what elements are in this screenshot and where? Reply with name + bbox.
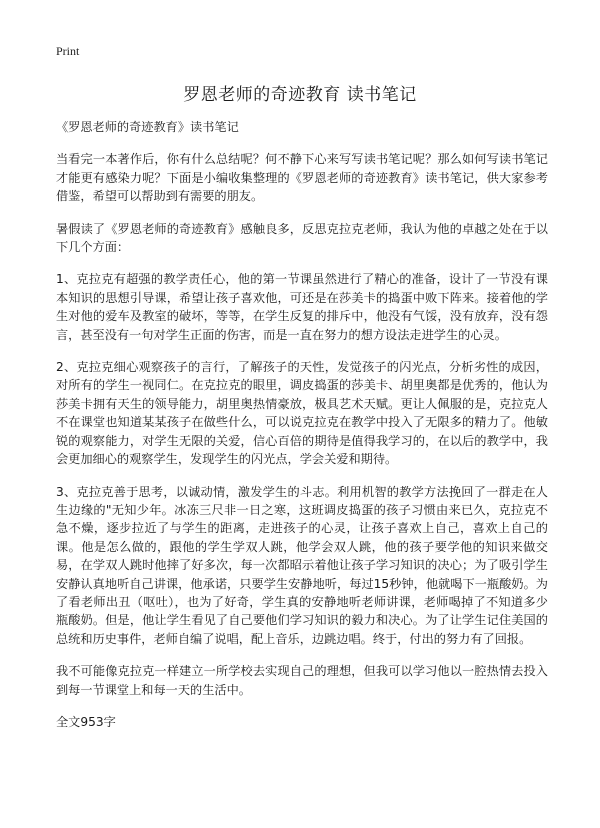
print-link[interactable]: Print [56,44,80,58]
article-body [56,118,548,745]
word-count: 全文953字 [56,714,116,729]
paragraph-overview: 暑假读了《罗恩老师的奇迹教育》感触良多，反思克拉克老师，我认为他的卓越之处在于以下几个方面： [56,221,548,255]
page-title: 罗恩老师的奇迹教育 读书笔记 [183,85,417,105]
paragraph-point-1: 1、克拉克有超强的教学责任心，他的第一节课虽然进行了精心的准备，设计了一节没有课本知识的思想引导课，希望让孩子喜欢他，可还是在莎美卡的捣蛋中败下阵来。接着他的学生对他的爱车及教室的破坏，等等，在学生反复的排斥中，他没有气馁，没有放弃，没有怨言，甚至没有一句对学生正面的伤害，而是一直在努力的想方设法走进学生的心灵。 [56,272,548,342]
paragraph-intro: 当看完一本著作后，你有什么总结呢？何不静下心来写写读书笔记呢？那么如何写读书笔记才能更有感染力呢？下面是小编收集整理的《罗恩老师的奇迹教育》读书笔记，供大家参考借鉴，希望可以帮助到有需要的朋友。 [56,152,548,204]
paragraph-point-2: 2、克拉克细心观察孩子的言行，了解孩子的天性，发觉孩子的闪光点，分析劣性的成因，对所有的学生一视同仁。在克拉克的眼里，调皮捣蛋的莎美卡、胡里奥都是优秀的，他认为莎美卡拥有天生的领导能力，胡里奥热情豪放，极具艺术天赋。更让人佩服的是，克拉克人不在课堂也知道某某孩子在做些什么，可以说克拉克在教学中投入了无限多的精力了。他敏锐的观察能力，对学生无限的关爱，信心百倍的期待是值得我学习的，在以后的教学中，我会更加细心的观察学生，发现学生的闪光点，学会关爱和期待。 [56,360,548,467]
article-subtitle: 《罗恩老师的奇迹教育》读书笔记 [56,120,239,134]
paragraph-conclusion: 我不可能像克拉克一样建立一所学校去实现自己的理想，但我可以学习他以一腔热情去投入到每一节课堂上和每一天的生活中。 [56,664,548,697]
paragraph-point-3: 3、克拉克善于思考，以诚动情，激发学生的斗志。利用机智的教学方法挽回了一群走在人生边缘的"无知少年。冰冻三尺非一日之寒，这班调皮捣蛋的孩子习惯由来已久，克拉克不急不燥，逐步拉近了与学生的距离，走进孩子的心灵，让孩子喜欢上自己，喜欢上自己的课。他是怎么做的，跟他的学生学双人跳，他学会双人跳，他的孩子要学他的知识来做交易，在学双人跳时他摔了好多次，每一次都昭示着他让孩子学习知识的决心；为了吸引学生安静认真地听自己讲课，他承诺，只要学生安静地听，每过15秒钟，他就喝下一瓶酸奶。为了看老师出丑（呕吐），也为了好奇，学生真的安静地听老师讲课，老师喝掉了不知道多少瓶酸奶。但是，他让学生看见了自己要他们学习知识的毅力和决心。为了让学生记住美国的总统和历史事件，老师自编了说唱，配上音乐，边跳边唱。终于，付出的努力有了回报。 [56,484,548,646]
